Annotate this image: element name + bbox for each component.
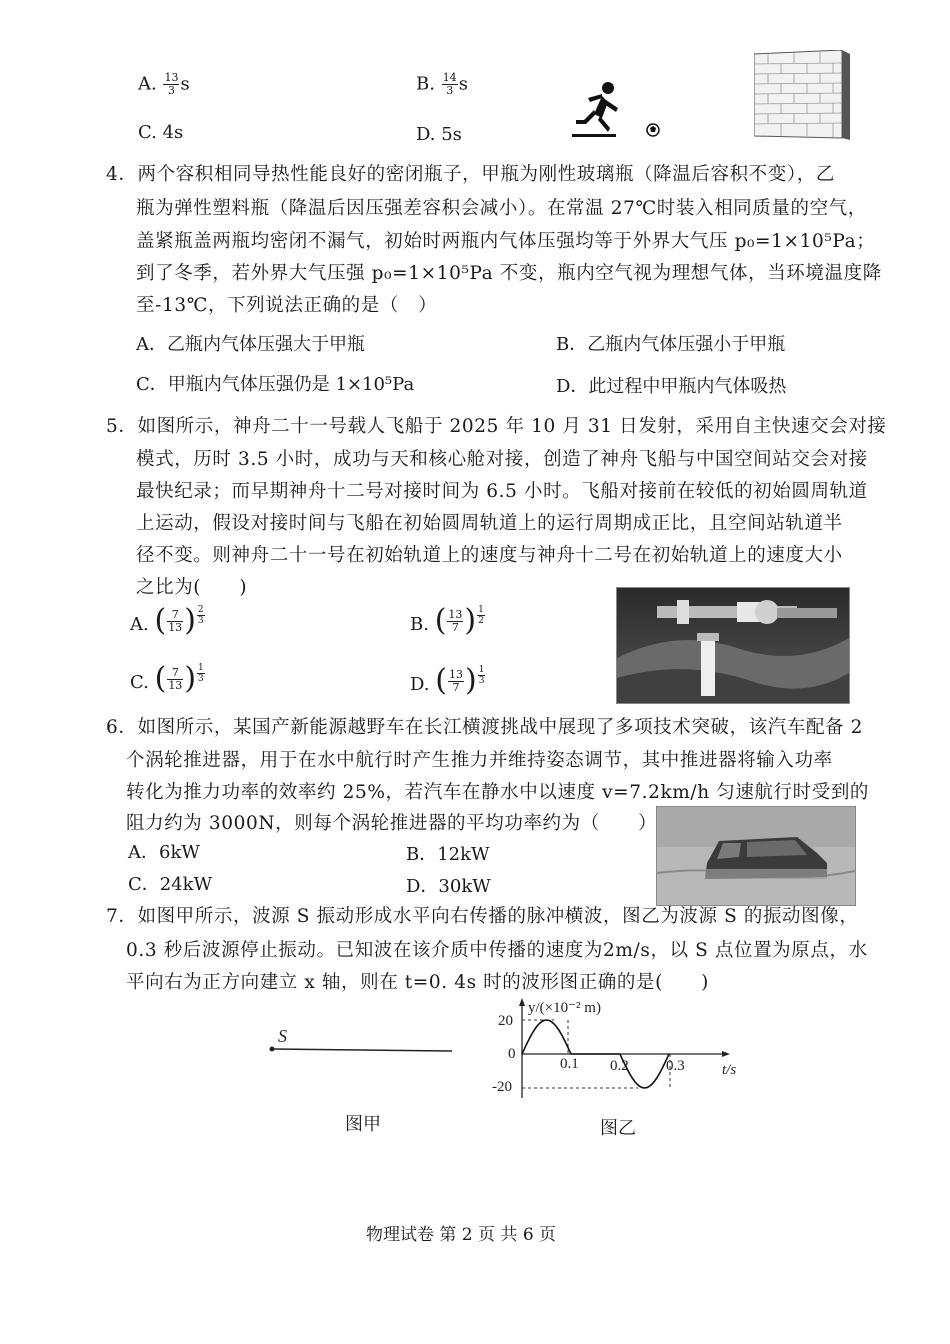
- x-axis-label: t/s: [722, 1062, 737, 1078]
- q3-option-d: D. 5s: [416, 124, 462, 145]
- q6-option-c: C．24kW: [128, 874, 213, 895]
- x-axis-arrow: [722, 1051, 730, 1057]
- q5-option-c: C. ( $\frac{7}{13}$ ) $\frac{1}{3}$: [130, 661, 204, 696]
- figure-yi-caption: 图乙: [600, 1118, 636, 1139]
- q5-line: 5．如图所示，神舟二十一号载人飞船于 2025 年 10 月 31 日发射，采用自主快速交会对接: [106, 416, 887, 437]
- x-tick-label: 0.1: [560, 1056, 579, 1072]
- q7-line: 7．如图甲所示，波源 S 振动形成水平向右传播的脉冲横波，图乙为波源 S 的振动图像，: [106, 906, 859, 927]
- car-in-water-photo: [656, 806, 856, 906]
- point-s-label: S: [278, 1026, 287, 1046]
- q4-option-a: A．乙瓶内气体压强大于甲瓶: [136, 334, 365, 355]
- space-station-photo: [616, 587, 850, 704]
- q5-line: 模式，历时 3.5 小时，成功与天和核心舱对接，创造了神舟飞船与中国空间站交会对接: [136, 449, 868, 470]
- q6-line: 6．如图所示，某国产新能源越野车在长江横渡挑战中展现了多项技术突破，该汽车配备 2: [106, 717, 864, 738]
- q4-line: 瓶为弹性塑料瓶（降温后因压强差容积会减小）。在常温 27℃时装入相同质量的空气，: [136, 198, 867, 219]
- x-tick-label: 0.2: [610, 1058, 629, 1074]
- x-tick-label: 0.3: [666, 1058, 685, 1074]
- y-axis-label: y/(×10⁻² m): [528, 1000, 601, 1016]
- y-axis-arrow: [519, 998, 525, 1006]
- q7-line: 平向右为正方向建立 x 轴，则在 t=0. 4s 时的波形图正确的是( ): [126, 972, 709, 993]
- q4-option-b: B．乙瓶内气体压强小于甲瓶: [556, 334, 786, 355]
- q6-line: 阻力约为 3000N，则每个涡轮推进器的平均功率约为（ ）: [126, 813, 658, 834]
- q3-option-a: A. $\frac{13}{3}$ s: [138, 71, 190, 97]
- q4-line: 盖紧瓶盖两瓶均密闭不漏气，初始时两瓶内气体压强均等于外界大气压 p₀=1×10⁵Pa；: [136, 231, 876, 252]
- running-man-icon: [572, 80, 632, 140]
- figure-jia: [260, 1024, 460, 1064]
- q5-line: 最快纪录；而早期神舟十二号对接时间为 6.5 小时。飞船对接前在较低的初始圆周轨道: [136, 481, 868, 502]
- q6-line: 转化为推力功率的效率约 25%，若汽车在静水中以速度 v=7.2km/h 匀速航行时受到的: [126, 782, 870, 803]
- figure-jia-caption: 图甲: [345, 1114, 381, 1135]
- page-footer: 物理试卷 第 2 页 共 6 页: [366, 1225, 557, 1245]
- q3-option-c: C. 4s: [138, 122, 184, 143]
- q6-option-d: D．30kW: [406, 876, 491, 897]
- q5-option-d: D. ( $\frac{13}{7}$ ) $\frac{1}{3}$: [410, 663, 485, 698]
- q5-option-a: A. ( $\frac{7}{13}$ ) $\frac{2}{3}$: [130, 603, 204, 638]
- figure-yi-chart: [488, 994, 758, 1104]
- q5-option-b: B. ( $\frac{13}{7}$ ) $\frac{1}{2}$: [410, 603, 484, 638]
- q5-line: 之比为( ): [136, 577, 248, 598]
- q6-line: 个涡轮推进器，用于在水中航行时产生推力并维持姿态调节，其中推进器将输入功率: [126, 750, 833, 771]
- ball-icon: [645, 122, 661, 138]
- q5-line: 径不变。则神舟二十一号在初始轨道上的速度与神舟十二号在初始轨道上的速度大小: [136, 545, 843, 566]
- q4-option-c: C．甲瓶内气体压强仍是 1×10⁵Pa: [136, 374, 415, 395]
- q4-line: 到了冬季，若外界大气压强 p₀=1×10⁵Pa 不变，瓶内空气视为理想气体，当环境温度降: [136, 263, 882, 284]
- brick-wall-icon: [754, 50, 852, 142]
- q4-line: 至-13℃，下列说法正确的是（ ）: [136, 295, 438, 316]
- q7-line: 0.3 秒后波源停止振动。已知波在该介质中传播的速度为2m/s，以 S 点位置为原点，水: [126, 940, 868, 961]
- y-tick-label: 0: [508, 1046, 516, 1062]
- q6-option-a: A．6kW: [128, 842, 200, 863]
- y-tick-label: 20: [498, 1013, 513, 1029]
- y-tick-label: -20: [492, 1079, 512, 1095]
- q6-option-b: B．12kW: [406, 844, 490, 865]
- q4-line: 4．两个容积相同导热性能良好的密闭瓶子，甲瓶为刚性玻璃瓶（降温后容积不变），乙: [106, 164, 835, 185]
- q4-option-d: D．此过程中甲瓶内气体吸热: [556, 376, 787, 397]
- q5-line: 上运动，假设对接时间与飞船在初始圆周轨道上的运行周期成正比，且空间站轨道半: [136, 513, 843, 534]
- q3-option-b: B. $\frac{14}{3}$ s: [416, 71, 468, 97]
